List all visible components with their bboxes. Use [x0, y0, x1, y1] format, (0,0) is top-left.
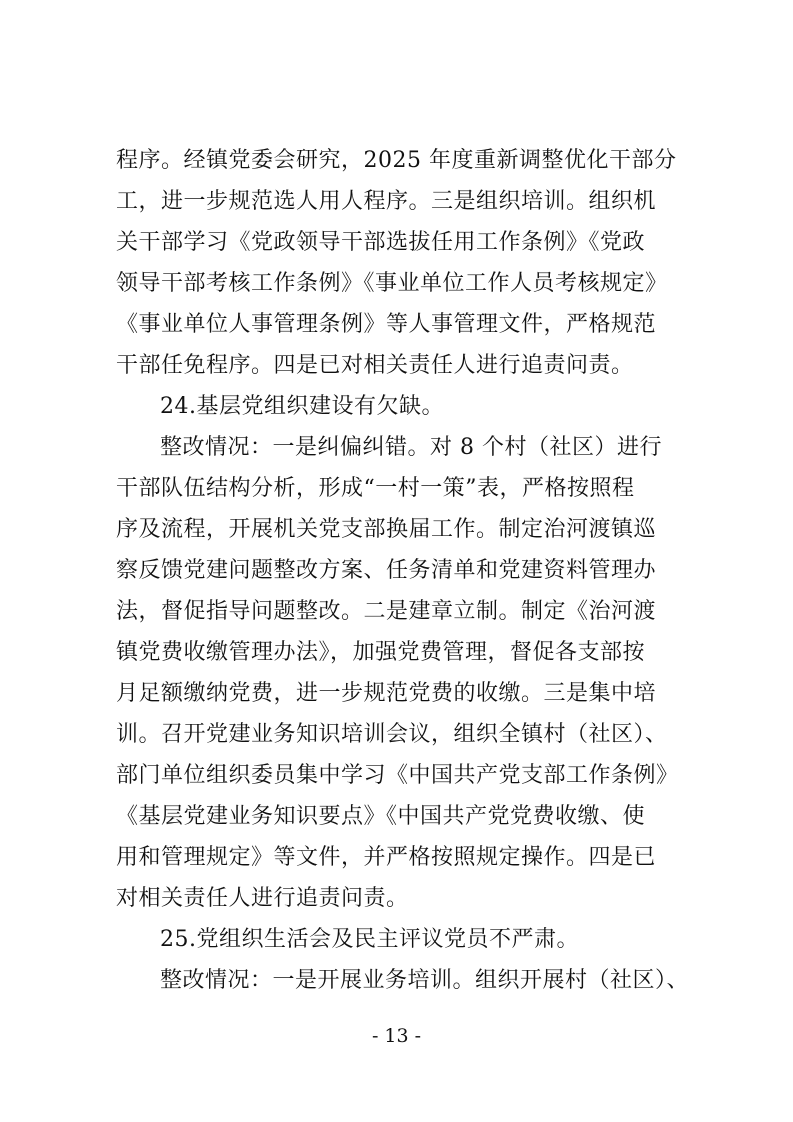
paragraph-line: 序及流程，开展机关党支部换届工作。制定治河渡镇巡 — [116, 517, 657, 542]
paragraph-line: 关干部学习《党政领导干部选拔任用工作条例》《党政 — [116, 230, 646, 255]
section-heading-24: 24.基层党组织建设有欠缺。 — [160, 394, 444, 419]
paragraph-line: 训。召开党建业务知识培训会议，组织全镇村（社区）、 — [116, 722, 668, 747]
paragraph-line: 整改情况：一是开展业务培训。组织开展村（社区）、 — [160, 968, 690, 993]
paragraph-line: 部门单位组织委员集中学习《中国共产党支部工作条例》 — [116, 763, 679, 788]
page-number: - 13 - — [371, 1025, 422, 1047]
paragraph-line: 程序。经镇党委会研究，2025 年度重新调整优化干部分 — [116, 148, 677, 173]
paragraph-line: 镇党费收缴管理办法》，加强党费管理，督促各支部按 — [116, 640, 646, 665]
paragraph-line: 《基层党建业务知识要点》《中国共产党党费收缴、使 — [116, 804, 646, 829]
paragraph-line: 用和管理规定》等文件，并严格按照规定操作。四是已 — [116, 845, 657, 870]
section-heading-25: 25.党组织生活会及民主评议党员不严肃。 — [160, 927, 579, 952]
paragraph-line: 工，进一步规范选人用人程序。三是组织培训。组织机 — [116, 189, 657, 214]
paragraph-line: 领导干部考核工作条例》《事业单位工作人员考核规定》 — [116, 271, 668, 296]
paragraph-line: 法，督促指导问题整改。二是建章立制。制定《治河渡 — [116, 599, 657, 624]
paragraph-line: 干部队伍结构分析，形成“一村一策”表，严格按照程 — [116, 476, 635, 501]
paragraph-line: 干部任免程序。四是已对相关责任人进行追责问责。 — [116, 353, 634, 378]
body-text — [116, 140, 690, 1001]
paragraph-line: 整改情况：一是纠偏纠错。对 8 个村（社区）进行 — [160, 435, 662, 460]
paragraph-line: 月足额缴纳党费，进一步规范党费的收缴。三是集中培 — [116, 681, 657, 706]
paragraph-line: 对相关责任人进行追责问责。 — [116, 886, 409, 911]
paragraph-line: 察反馈党建问题整改方案、任务清单和党建资料管理办 — [116, 558, 657, 583]
paragraph-line: 《事业单位人事管理条例》等人事管理文件，严格规范 — [116, 312, 657, 337]
